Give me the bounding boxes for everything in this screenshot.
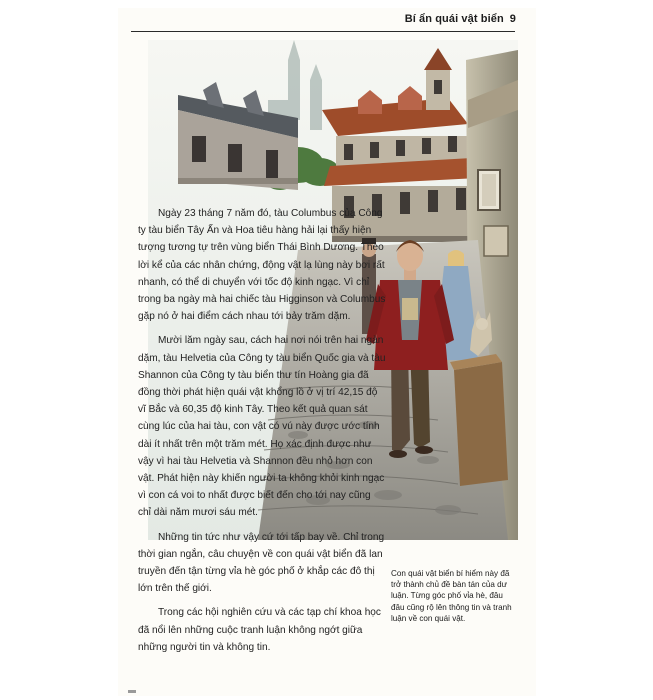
- page-edge-mark: [128, 690, 136, 693]
- paragraph-2: Mười lăm ngày sau, cách hai nơi nói trên hai ngàn dặm, tàu Helvetia của Công ty tàu biển Quốc gia và tàu Shannon của Công ty tàu biển thư tín Hoàng gia đã đồng thời phát hiện quái vật khổng lồ ở vị trí 42,15 độ vĩ Bắc và 60,35 độ kinh Tây. Theo kết quả quan sát cùng lúc của hai tàu, con vật có vú này được ước tính dài ít nhất trên một trăm mét. Họ xác định được như vậy vì hai tàu Helvetia và Shannon đều nhỏ hơn con vật. Phát hiện này khiến người ta không khỏi kinh ngạc vì con cá voi to nhất được biết đến cho tới nay cũng chỉ dài năm mươi sáu mét.: [138, 335, 386, 519]
- paragraph-4: Trong các hội nghiên cứu và các tạp chí khoa học đã nổi lên những cuộc tranh luận không ngớt giữa những người tin và không tin.: [138, 607, 381, 653]
- running-header: [380, 13, 516, 25]
- paragraph-3: Những tin tức như vậy cứ tới tấp bay về. Chỉ trong thời gian ngắn, câu chuyện về con quái vật biển đã lan truyền đến tận từng vỉa hè góc phố ở khắp các đô thị lớn trên thế giới.: [138, 531, 385, 595]
- illustration-caption: Con quái vật biển bí hiểm này đã trở thành chủ đề bàn tán của dư luận. Từng góc phố vỉa hè, đâu đâu cũng rộ lên thông tin và tranh luận về con quái vật.: [391, 569, 512, 623]
- running-title: Bí ẩn quái vật biển: [404, 13, 504, 25]
- article-body: [138, 205, 386, 663]
- page-number: 9: [509, 13, 516, 25]
- header-rule: [131, 31, 515, 32]
- paragraph-1: Ngày 23 tháng 7 năm đó, tàu Columbus của Công ty tàu biển Tây Ấn và Hoa tiêu hàng hải lại thấy hiện tượng tương tự trên vùng biển Thái Bình Dương. Theo lời kể của các nhân chứng, động vật lạ lùng này bơi rất nhanh, có thể di chuyển với tốc độ kinh ngạc. Vì chỉ trong ba ngày mà hai chiếc tàu Higginson và Columbus gặp nó ở hai điểm cách nhau tới bảy trăm dặm.: [138, 208, 386, 323]
